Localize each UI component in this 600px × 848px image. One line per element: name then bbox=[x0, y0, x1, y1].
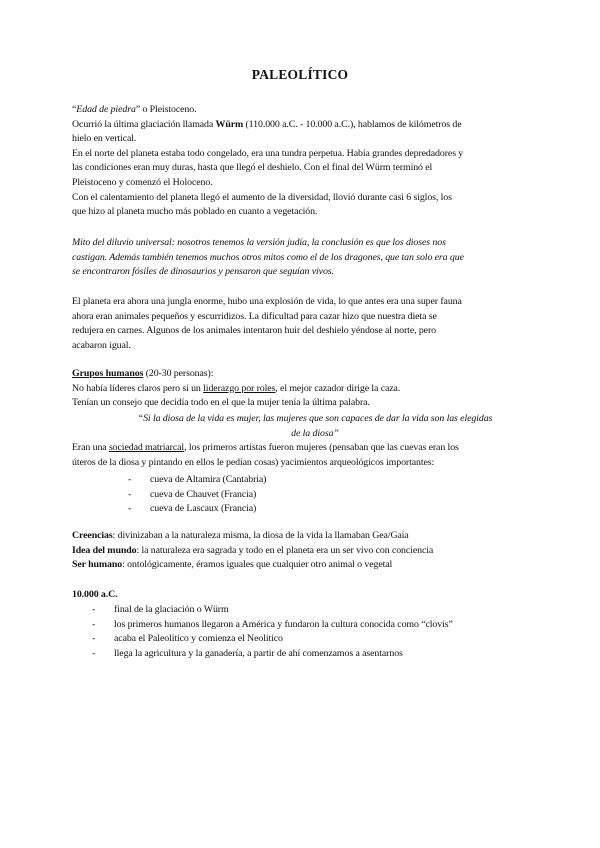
list-item-text: llega la agricultura y la ganadería, a partir de ahí comenzamos a asentarnos bbox=[114, 647, 403, 659]
belief-line bbox=[72, 529, 530, 544]
intro-line: que hizo al planeta mucho más poblado en cuanto a vegetación. bbox=[72, 206, 318, 218]
intro-line bbox=[72, 118, 530, 133]
groups-heading-rest: (20-30 personas): bbox=[143, 368, 214, 379]
jungle-line: redujera en carnes. Algunos de los animales intentaron huir del deshielo yéndose al norte, pero bbox=[72, 325, 436, 337]
dash-bullet: - bbox=[92, 604, 96, 615]
list-item bbox=[128, 473, 508, 488]
matriarchal-paragraph bbox=[72, 441, 530, 470]
groups-heading bbox=[72, 367, 530, 382]
groups-heading-label: Grupos humanos bbox=[72, 368, 144, 379]
list-item-text: final de la glaciación o Würm bbox=[114, 604, 229, 615]
list-item bbox=[128, 488, 508, 503]
dash-bullet: - bbox=[128, 474, 132, 485]
groups-text: No había líderes claros pero sí un bbox=[72, 382, 204, 394]
list-item bbox=[92, 632, 532, 647]
list-item-text: cueva de Chauvet (Francia) bbox=[150, 488, 257, 500]
idea-del-mundo-term: Idea del mundo bbox=[72, 544, 137, 556]
edad-de-piedra-term: Edad de piedra bbox=[76, 104, 136, 115]
groups-text: , el mejor cazador dirige la caza. bbox=[275, 382, 401, 394]
list-item bbox=[92, 618, 532, 633]
list-item bbox=[92, 647, 532, 662]
intro-line: Con el calentamiento del planeta llegó el aumento de la diversidad, llovió durante casi 6 siglos, los bbox=[72, 191, 452, 203]
dash-bullet: - bbox=[128, 503, 132, 515]
liderazgo-term: liderazgo por roles bbox=[203, 382, 276, 394]
dash-bullet: - bbox=[92, 633, 96, 645]
intro-text: (110.000 a.C. - 10.000 a.C.), hablamos de kilómetros de bbox=[243, 118, 462, 130]
jungle-paragraph bbox=[72, 295, 530, 353]
open-quote: “ bbox=[72, 104, 77, 115]
groups-line: Tenían un consejo que decidía todo en el que la mujer tenía la última palabra. bbox=[72, 397, 370, 409]
groups-text: , los primeros artistas fueron mujeres (pensaban que las cuevas eran los bbox=[184, 442, 459, 453]
myth-paragraph bbox=[72, 236, 530, 280]
intro-text: Ocurrió la última glaciación llamada bbox=[72, 118, 216, 130]
bc-section bbox=[72, 588, 530, 603]
page-title: PALEOLÍTICO bbox=[251, 67, 349, 82]
belief-line bbox=[72, 544, 530, 559]
belief-text: : la naturaleza era sagrada y todo en el planeta era un ser vivo con conciencia bbox=[136, 544, 434, 556]
intro-line: En el norte del planeta estaba todo congelado, era una tundra perpetua. Había grandes depredadores y bbox=[72, 147, 464, 159]
sociedad-matriarcal-term: sociedad matriarcal bbox=[108, 442, 185, 453]
bc-heading: 10.000 a.C. bbox=[72, 589, 118, 600]
caves-list bbox=[128, 473, 508, 517]
belief-text: : ontológicamente, éramos iguales que cualquier otro animal o vegetal bbox=[122, 559, 393, 571]
beliefs-section bbox=[72, 529, 530, 573]
list-item-text: cueva de Altamira (Cantabria) bbox=[150, 474, 267, 485]
groups-text: Eran una bbox=[72, 442, 109, 453]
quote-line: “Si la diosa de la vida es mujer, las mujeres que son capaces de dar la vida son las elegidas bbox=[137, 413, 493, 424]
intro-line: las condiciones eran muy duras, hasta que llegó el deshielo. Con el final del Würm terminó el bbox=[72, 162, 433, 174]
creencias-term: Creencias bbox=[72, 530, 113, 541]
ser-humano-term: Ser humano bbox=[72, 559, 123, 571]
intro-line: hielo en vertical. bbox=[72, 133, 137, 145]
list-item bbox=[128, 502, 508, 517]
dash-bullet: - bbox=[128, 488, 132, 500]
groups-line bbox=[72, 441, 530, 456]
myth-line: castigan. Además también tenemos muchos otros mitos como el de los dragones, que tan solo era que bbox=[72, 251, 464, 263]
goddess-quote bbox=[112, 412, 518, 441]
intro-text: ” o Pleistoceno. bbox=[135, 104, 197, 115]
list-item bbox=[92, 603, 532, 618]
belief-text: : divinizaban a la naturaleza misma, la diosa de la vida la llamaban Gea/Gaia bbox=[112, 530, 409, 541]
list-item-text: acaba el Paleolítico y comienza el Neolítico bbox=[114, 633, 283, 645]
groups-line: úteros de la diosa y pintando en ellos le pedían cosas) yacimientos arqueológicos importantes: bbox=[72, 456, 435, 468]
intro-line: Pleistoceno y comenzó el Holoceno. bbox=[72, 176, 213, 188]
bc-list bbox=[92, 603, 532, 661]
jungle-line: ahora eran animales pequeños y escurridizos. La dificultad para cazar hizo que nuestra dieta se bbox=[72, 310, 437, 322]
belief-line bbox=[72, 558, 530, 573]
myth-line: se encontraron fósiles de dinosaurios y pensaron que seguían vivos. bbox=[72, 266, 334, 278]
myth-line: Mito del diluvio universal: nosotros tenemos la versión judía, la conclusión es que los dioses nos bbox=[72, 237, 446, 248]
list-item-text: cueva de Lascaux (Francia) bbox=[150, 503, 257, 515]
intro-line bbox=[72, 103, 530, 118]
dash-bullet: - bbox=[92, 647, 96, 659]
groups-line bbox=[72, 382, 530, 397]
wurm-term: Würm bbox=[215, 118, 244, 130]
jungle-line: El planeta era ahora una jungla enorme, hubo una explosión de vida, lo que antes era una super fauna bbox=[72, 296, 462, 307]
groups-section bbox=[72, 367, 530, 411]
quote-line: de la diosa” bbox=[291, 427, 339, 439]
list-item-text: los primeros humanos llegaron a América y fundaron la cultura conocida como “clovis” bbox=[114, 618, 453, 630]
intro-paragraph bbox=[72, 103, 530, 220]
jungle-line: acabaron igual. bbox=[72, 339, 131, 351]
dash-bullet: - bbox=[92, 618, 96, 630]
